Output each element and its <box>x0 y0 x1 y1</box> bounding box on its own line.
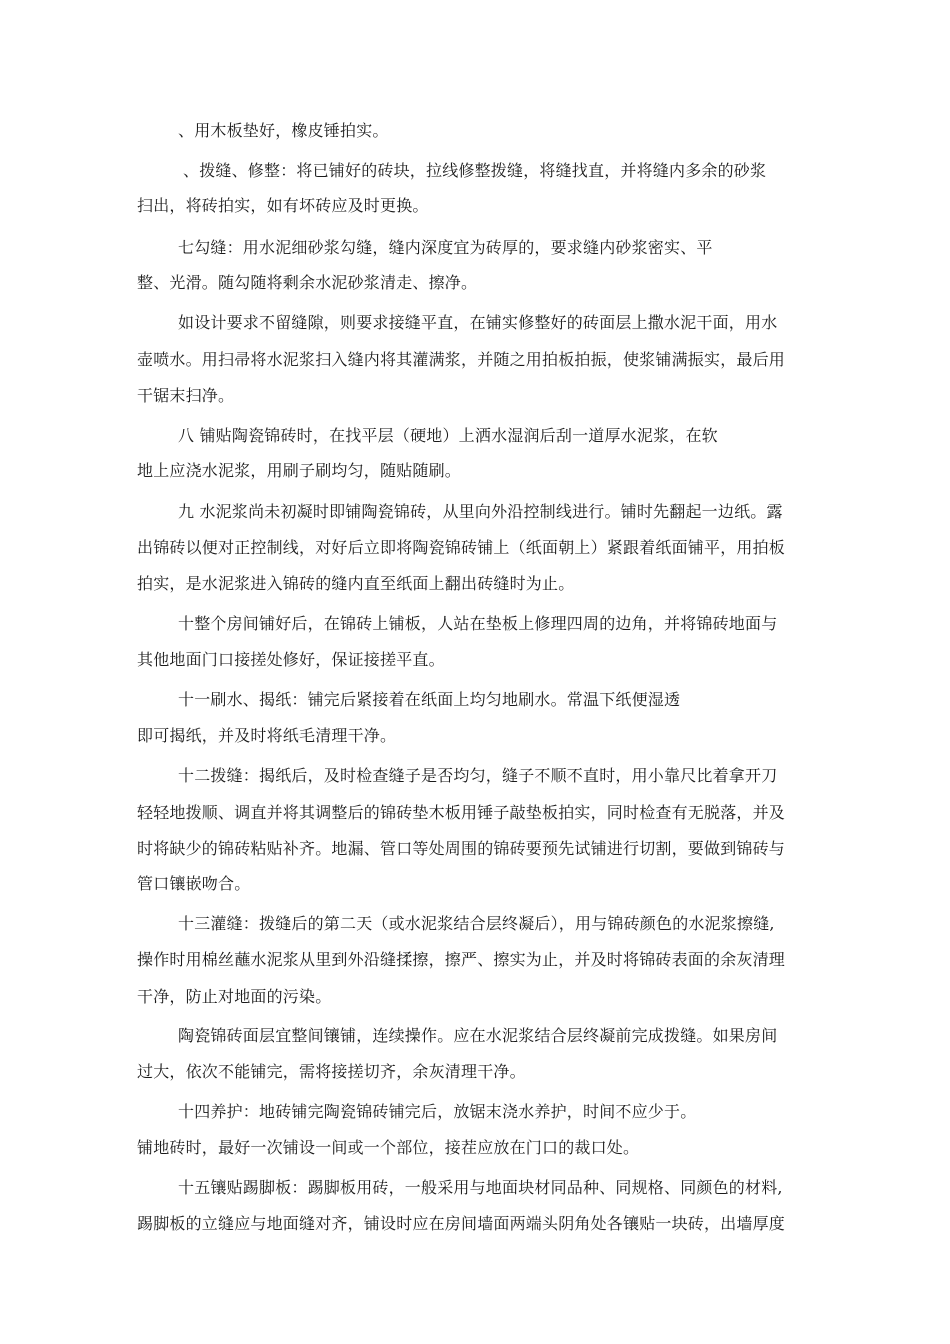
text-line: 八 铺贴陶瓷锦砖时，在找平层（硬地）上洒水湿润后刮一道厚水泥浆，在软 <box>178 426 718 445</box>
text-line: 十五镶贴踢脚板：踢脚板用砖，一般采用与地面块材同品种、同规格、同颜色的材料, <box>178 1178 783 1197</box>
text-line: 拍实，是水泥浆进入锦砖的缝内直至纸面上翻出砖缝时为止。 <box>137 574 575 593</box>
text-line: 干锯末扫净。 <box>137 386 235 405</box>
text-line: 铺地砖时，最好一次铺设一间或一个部位，接茬应放在门口的裁口处。 <box>137 1138 640 1157</box>
text-line: 十二拨缝：揭纸后，及时检查缝子是否均匀，缝子不顺不直时，用小靠尺比着拿开刀 <box>178 766 778 785</box>
text-line: 轻轻地拨顺、调直并将其调整后的锦砖垫木板用锤子敲垫板拍实，同时检查有无脱落，并及 <box>137 803 786 822</box>
text-line: 如设计要求不留缝隙，则要求接缝平直，在铺实修整好的砖面层上撒水泥干面，用水 <box>178 313 778 332</box>
text-line: 十四养护：地砖铺完陶瓷锦砖铺完后，放锯末浇水养护，时间不应少于。 <box>178 1102 697 1121</box>
text-line: 、拨缝、修整：将已铺好的砖块，拉线修整拨缝，将缝找直，并将缝内多余的砂浆 <box>183 161 767 180</box>
text-line: 时将缺少的锦砖粘贴补齐。地漏、管口等处周围的锦砖要预先试铺进行切割，要做到锦砖与 <box>137 839 786 858</box>
text-line: 十一刷水、揭纸：铺完后紧接着在纸面上均匀地刷水。常温下纸便湿透 <box>178 690 681 709</box>
text-line: 过大，依次不能铺完，需将接搓切齐，余灰清理干净。 <box>137 1062 526 1081</box>
text-line: 十整个房间铺好后，在锦砖上铺板，人站在垫板上修理四周的边角，并将锦砖地面与 <box>178 614 778 633</box>
text-line: 干净，防止对地面的污染。 <box>137 987 332 1006</box>
text-line: 、用木板垫好，橡皮锤拍实。 <box>178 121 389 140</box>
text-line: 管口镶嵌吻合。 <box>137 874 251 893</box>
text-line: 操作时用棉丝蘸水泥浆从里到外沿缝揉擦，擦严、擦实为止，并及时将锦砖表面的余灰清理 <box>137 950 786 969</box>
text-line: 扫出，将砖拍实，如有坏砖应及时更换。 <box>137 196 429 215</box>
text-line: 出锦砖以便对正控制线，对好后立即将陶瓷锦砖铺上（纸面朝上）紧跟着纸面铺平，用拍板 <box>137 538 786 557</box>
text-line: 七勾缝：用水泥细砂浆勾缝，缝内深度宜为砖厚的，要求缝内砂浆密实、平 <box>178 238 713 257</box>
text-line: 地上应浇水泥浆，用刷子刷均匀，随贴随刷。 <box>137 461 462 480</box>
text-line: 陶瓷锦砖面层宜整间镶铺，连续操作。应在水泥浆结合层终凝前完成拨缝。如果房间 <box>178 1026 778 1045</box>
text-line: 踢脚板的立缝应与地面缝对齐，铺设时应在房间墙面两端头阴角处各镶贴一块砖，出墙厚度 <box>137 1214 786 1233</box>
text-line: 十三灌缝：拨缝后的第二天（或水泥浆结合层终凝后），用与锦砖颜色的水泥浆擦缝, <box>178 914 775 933</box>
text-line: 整、光滑。随勾随将剩余水泥砂浆清走、擦净。 <box>137 273 478 292</box>
text-line: 其他地面门口接搓处修好，保证接搓平直。 <box>137 650 445 669</box>
text-line: 即可揭纸，并及时将纸毛清理干净。 <box>137 726 397 745</box>
text-line: 九 水泥浆尚未初凝时即铺陶瓷锦砖，从里向外沿控制线进行。铺时先翻起一边纸。露 <box>178 502 783 521</box>
text-line: 壶喷水。用扫帚将水泥浆扫入缝内将其灌满浆，并随之用拍板拍振，使浆铺满振实，最后用 <box>137 350 786 369</box>
